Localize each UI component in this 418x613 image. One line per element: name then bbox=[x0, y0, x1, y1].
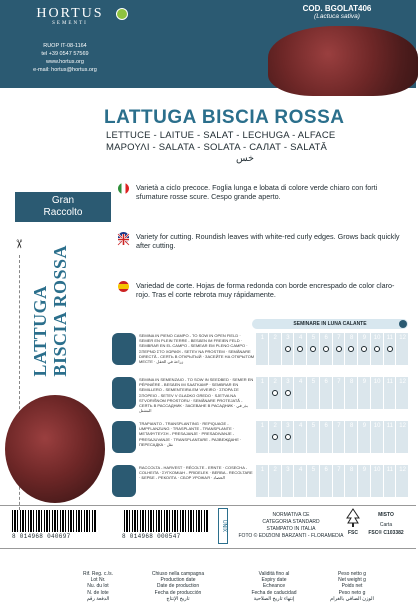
month-cell bbox=[306, 465, 319, 497]
month-cell bbox=[357, 465, 370, 497]
month-number: 10 bbox=[373, 467, 381, 473]
month-number: 9 bbox=[362, 423, 367, 429]
lettuce-photo-side bbox=[5, 395, 105, 503]
regulation-info: NORMATIVA CE CATEGORIA STANDARD STAMPATO IN ITALIA FOTO © EDIZIONI BARZANTI - FLORAMEDIA bbox=[238, 512, 344, 539]
month-number: 9 bbox=[362, 335, 367, 341]
month-number: 11 bbox=[386, 423, 393, 429]
legal-column: Peso netto g Net weight g Poids net Peso neto g الوزن الصافي بالغرام bbox=[330, 571, 374, 602]
month-cell bbox=[268, 465, 281, 497]
calendar-row-label: RACCOLTA - HARVEST · RÉCOLTE - ERNTE · COSECHA - COLHEITA · ΣΥΓΚΟΜΙΔΗ - PRIDELEK · BERBA - RECOLTARE · БЕРБЕ - РЕКОЛТА · СБОР УРОЖАЯ · الحصاد bbox=[139, 465, 253, 481]
month-number: 2 bbox=[273, 423, 277, 429]
month-cell bbox=[332, 333, 345, 365]
month-cell bbox=[344, 377, 357, 409]
contact-info: RUOP IT-08-1164 tel +39 0547 57569 www.hortus.org e-mail: hortus@hortus.org bbox=[33, 43, 97, 73]
month-cell bbox=[293, 333, 306, 365]
active-month-dot bbox=[374, 346, 380, 352]
month-number: 10 bbox=[373, 423, 381, 429]
active-month-dot bbox=[297, 346, 303, 352]
month-cell bbox=[383, 377, 396, 409]
month-number: 2 bbox=[273, 467, 277, 473]
calendar-row-label: SEMINA IN PIENO CAMPO - TO SOW IN OPEN FIELD · SEMER EN PLEIN TERRE - BESÄEN IM FREIEN FELD · SEMBRAR EN EL CAMPO - SEMEAR EM PLENO CAMPO · ΣΠΕΡΝΩ ΣΤΟ ΧΩΡΑΦΙ - SETEV NA PROSTEM · SEMĂNARE DIRECTĂ - СЕЯТЬ В ОТКРЫТЫЙ · ЗАСЕЙТЕ НА ОТКРЫТОМ МЕСТЕ · زراعة في الحقل bbox=[139, 333, 255, 365]
month-number: 5 bbox=[311, 423, 316, 429]
month-number: 2 bbox=[273, 379, 277, 385]
month-cell bbox=[255, 465, 268, 497]
month-number: 12 bbox=[399, 467, 406, 473]
calendar-header: SEMINARE IN LUNA CALANTE bbox=[252, 319, 408, 329]
uk-flag-icon bbox=[118, 232, 129, 243]
activity-icon bbox=[112, 377, 136, 409]
calendar-row-label: TRAPIANTO - TRANSPLANTING · REPIQUAGE - UMPFLANZUNG · TRASPLANTE - TRANSPLANTE · ΜΕΤΑΦΥΤΕΥΣΗ - PRESAJANJE · PRESADIVANJE - PRESAJUVANJE · TRANSPLANTARE - РАЗВЕЖДАНЕ · ПЕРЕСАДКА · نقل bbox=[139, 421, 242, 447]
month-grid bbox=[255, 333, 408, 365]
month-cell bbox=[268, 333, 281, 365]
active-month-dot bbox=[272, 390, 278, 396]
month-number: 8 bbox=[349, 379, 354, 385]
month-cell bbox=[319, 333, 332, 365]
month-cell bbox=[395, 377, 408, 409]
month-grid bbox=[255, 421, 408, 453]
month-number: 10 bbox=[373, 335, 381, 341]
month-cell bbox=[293, 465, 306, 497]
barcode-2-number: 8 014968 000547 bbox=[122, 533, 181, 540]
month-cell bbox=[370, 377, 383, 409]
month-number: 5 bbox=[311, 467, 316, 473]
month-number: 2 bbox=[273, 335, 277, 341]
active-month-dot bbox=[387, 346, 393, 352]
month-number: 3 bbox=[286, 379, 290, 385]
month-cell bbox=[306, 333, 319, 365]
page-title: LATTUGA BISCIA ROSSA bbox=[104, 107, 345, 128]
month-cell bbox=[357, 421, 370, 453]
common-names-1: LETTUCE - LAITUE - SALAT - LECHUGA - ALFACE bbox=[106, 130, 336, 141]
month-grid bbox=[255, 377, 408, 409]
common-names-2: ΜΑΡΟΥΛΙ - SALATA - SOLATA - САЛАТ - SALATĂ bbox=[106, 142, 328, 153]
month-cell bbox=[383, 333, 396, 365]
activity-icon bbox=[112, 465, 136, 497]
month-number: 4 bbox=[298, 467, 303, 473]
month-number: 8 bbox=[349, 423, 354, 429]
calendar-row-label: SEMINA IN SEMENZAIO - TO SOW IN SEEDBED · SEMER EN PÉPINIÈRE - BESÄEN IM SAATKAMP · SEMBRAR EN SEMILLERO - SEMENTEIRA EM VIVEIRO · ΣΠΟΡΑ ΣΕ ΣΠΟΡΕΙΟ - SETEV V GLADKO GREDO · SJETVA NA STVORIŠNOM PROSTORU · SEMĂNARE PROTEJATĂ - СЕЯТЬ В РАССАДНИК · ЗАСЕВАНЕ В РАСАДНИК · بذر في المشتل bbox=[139, 377, 254, 414]
activity-icon bbox=[112, 421, 136, 453]
brand-logo: HORTUS SEMENTI bbox=[36, 6, 104, 26]
month-cell bbox=[293, 421, 306, 453]
month-number: 5 bbox=[311, 335, 316, 341]
legal-column: Validità fino al Expiry date Echeance Fecha de caducidad إنتهاء تاريخ الصلاحية bbox=[251, 571, 297, 602]
month-number: 11 bbox=[386, 335, 393, 341]
month-cell bbox=[332, 465, 345, 497]
month-cell bbox=[383, 421, 396, 453]
month-number: 5 bbox=[311, 379, 316, 385]
month-number: 4 bbox=[298, 379, 303, 385]
month-cell bbox=[281, 377, 294, 409]
month-cell bbox=[357, 377, 370, 409]
month-cell bbox=[306, 421, 319, 453]
month-cell bbox=[395, 333, 408, 365]
month-number: 11 bbox=[386, 467, 393, 473]
month-number: 1 bbox=[260, 423, 265, 429]
month-cell bbox=[370, 421, 383, 453]
month-grid bbox=[255, 465, 408, 497]
month-number: 11 bbox=[386, 379, 393, 385]
month-number: 9 bbox=[362, 379, 367, 385]
active-month-dot bbox=[285, 346, 291, 352]
month-cell bbox=[344, 333, 357, 365]
month-cell bbox=[395, 465, 408, 497]
month-cell bbox=[344, 421, 357, 453]
month-number: 3 bbox=[286, 335, 290, 341]
month-number: 4 bbox=[298, 335, 303, 341]
month-number: 6 bbox=[324, 379, 328, 385]
active-month-dot bbox=[272, 434, 278, 440]
active-month-dot bbox=[310, 346, 316, 352]
month-number: 9 bbox=[362, 467, 367, 473]
barcode-1 bbox=[12, 510, 96, 532]
vertical-title: LATTUGA BISCIA ROSSA bbox=[30, 245, 70, 377]
month-cell bbox=[268, 421, 281, 453]
month-cell bbox=[255, 377, 268, 409]
description-it: Varietà a ciclo precoce. Foglia lunga e lobata di colore verde chiaro con forti sfumature rosse scure. Cespo grande aperto. bbox=[136, 183, 378, 201]
month-cell bbox=[306, 377, 319, 409]
month-number: 6 bbox=[324, 335, 328, 341]
header-band bbox=[0, 0, 416, 88]
month-number: 7 bbox=[337, 467, 341, 473]
month-cell bbox=[332, 421, 345, 453]
month-number: 4 bbox=[298, 423, 303, 429]
lettuce-photo-top bbox=[268, 26, 418, 96]
description-es: Variedad de corte. Hojas de forma redonda con borde encrespado de color claro-rojo. Tras el corte rebrota muy rápidamente. bbox=[136, 281, 395, 299]
month-number: 12 bbox=[399, 335, 406, 341]
month-number: 7 bbox=[337, 423, 341, 429]
product-code: COD. BGOLAT406 (Lactuca sativa) bbox=[302, 4, 372, 20]
month-number: 3 bbox=[286, 423, 290, 429]
active-month-dot bbox=[285, 390, 291, 396]
legal-column: Rif. Reg. c./s. Lot Nr. Nu. du lot N. de lote الدفعة رقم bbox=[82, 571, 113, 602]
month-number: 10 bbox=[373, 379, 381, 385]
month-number: 7 bbox=[337, 335, 341, 341]
month-number: 1 bbox=[260, 335, 265, 341]
month-cell bbox=[370, 333, 383, 365]
month-number: 6 bbox=[324, 467, 328, 473]
active-month-dot bbox=[348, 346, 354, 352]
month-cell bbox=[281, 421, 294, 453]
month-cell bbox=[293, 377, 306, 409]
month-number: 1 bbox=[260, 379, 265, 385]
month-number: 8 bbox=[349, 467, 354, 473]
barcode-1-number: 8 014968 040697 bbox=[12, 533, 71, 540]
month-cell bbox=[319, 465, 332, 497]
scissors-icon: ✂ bbox=[12, 238, 27, 250]
legal-column: Chiuso nella campagna Production date Date de production Fecha de producción تاريخ الإنتاج bbox=[151, 571, 205, 602]
month-cell bbox=[255, 421, 268, 453]
active-month-dot bbox=[361, 346, 367, 352]
month-cell bbox=[319, 421, 332, 453]
active-month-dot bbox=[285, 434, 291, 440]
month-number: 3 bbox=[286, 467, 290, 473]
spain-flag-icon bbox=[118, 281, 129, 292]
moon-icon bbox=[399, 320, 407, 328]
month-cell bbox=[357, 333, 370, 365]
recycle-icon bbox=[116, 8, 128, 20]
common-names-arabic: خس bbox=[236, 153, 254, 164]
activity-icon bbox=[112, 333, 136, 365]
month-cell bbox=[344, 465, 357, 497]
month-cell bbox=[319, 377, 332, 409]
month-cell bbox=[268, 377, 281, 409]
active-month-dot bbox=[323, 346, 329, 352]
month-cell bbox=[370, 465, 383, 497]
month-number: 12 bbox=[399, 423, 406, 429]
month-cell bbox=[281, 465, 294, 497]
month-cell bbox=[332, 377, 345, 409]
month-cell bbox=[281, 333, 294, 365]
month-number: 1 bbox=[260, 467, 265, 473]
barcode-2 bbox=[124, 510, 208, 532]
unix-label: UNIX bbox=[218, 508, 228, 544]
active-month-dot bbox=[336, 346, 342, 352]
month-cell bbox=[383, 465, 396, 497]
month-number: 8 bbox=[349, 335, 354, 341]
month-cell bbox=[255, 333, 268, 365]
month-number: 6 bbox=[324, 423, 328, 429]
gran-raccolto-badge: Gran Raccolto bbox=[15, 192, 111, 222]
month-number: 12 bbox=[399, 379, 406, 385]
month-number: 7 bbox=[337, 379, 341, 385]
month-cell bbox=[395, 421, 408, 453]
description-en: Variety for cutting. Roundish leaves with white-red curly edges. Grows back quickly after cutting. bbox=[136, 232, 400, 250]
fsc-tree-icon bbox=[346, 508, 360, 528]
italy-flag-icon bbox=[118, 183, 129, 194]
packet: HORTUS SEMENTI RUOP IT-08-1164 tel +39 0547 57569 www.hortus.org e-mail: hortus@hortus.org COD. BGOLAT406 (Lactuca sativa) LATTUGA BISCIA ROSSA LETTUCE - LAITUE - SALAT - LECHUGA - ALFACE ΜΑΡΟΥΛΙ - SALATA - SOLATA - САЛАТ - SALATĂ خس Gran Raccolto ✂ LATTUGA BISCIA ROSSA Varietà a ciclo precoce. Foglia lunga e lobata di colore verde chiaro con forti sfumature rosse scure. Cespo grande aperto. Variety for cutting. Roundish leaves with white-red curly edges. Grows back quickly after cutting. Variedad de corte. Hojas de forma redonda con borde encrespado de color claro-rojo. Tras el corte rebrota muy rápidamente. SEMINARE IN LUNA CALANTE SEMINA IN PIENO CAMPO - TO SOW IN OPEN FIELD · SEMER EN PLEIN TERRE - BESÄEN IM FREIEN FELD · SEMBRAR EN EL CAMPO - SEMEAR EM PLENO CAMPO · ΣΠΕΡΝΩ ΣΤΟ ΧΩΡΑΦΙ - SETEV NA PROSTEM · SEMĂNARE DIRECTĂ - СЕЯТЬ В ОТКРЫТЫЙ · ЗАСЕЙТЕ НА ОТКРЫТОМ МЕСТЕ · زراعة في الحقل 1 2 3 4 5 6 7 8 9 10 11 12 SEMINA IN SEMENZAIO - TO SOW IN SEEDBED · SEMER EN PÉPINIÈRE - BESÄEN IM SAATKAMP · SEMBRAR EN SEMILLERO - SEMENTEIRA EM VIVEIRO · ΣΠΟΡΑ ΣΕ ΣΠΟΡΕΙΟ - SETEV V GLADKO GREDO · SJETVA NA STVORIŠNOM PROSTORU · SEMĂNARE PROTEJATĂ - СЕЯТЬ В РАССАДНИК · ЗАСЕВАНЕ В РАСАДНИК · بذر في المشتل 1 2 3 4 5 6 7 8 9 10 11 12 TRAPIANTO - TRANSPLANTING · REPIQUAGE - UMPFLANZUNG · TRASPLANTE - TRANSPLANTE · ΜΕΤΑΦΥΤΕΥΣΗ - PRESAJANJE · PRESADIVANJE - PRESAJUVANJE · TRANSPLANTARE - РАЗВЕЖДАНЕ · ПЕРЕСАДКА · نقل 1 2 3 4 5 6 7 8 9 10 11 12 RACCOLTA - HARVEST · RÉCOLTE - ERNTE · COSECHA - COLHEITA · ΣΥΓΚΟΜΙΔΗ - PRIDELEK · BERBA - RECOLTARE · БЕРБЕ - РЕКОЛТА · СБОР УРОЖАЯ · الحصاد 1 2 3 4 5 6 7 8 9 10 11 12 8 014968 040697 8 014968 000547 UNIX NORMATIVA CE CATEGORIA STANDARD STAMPATO IN ITALIA FOTO © EDIZIONI BARZANTI - FLORAMEDIA FSC MISTO Carta FSC® C103382 Rif. Reg. c./s. Lot Nr. Nu. du lot N. de lote الدفعة رقم Chiuso nella campagna Production date Date de production Fecha de producción تاريخ الإنتاج Validità fino al Expiry date Echeance Fecha de caducidad إنتهاء تاريخ الصلاحية Peso netto g Net weight g Poids net Peso neto g الوزن الصافي بالغرام bbox=[0, 0, 416, 593]
